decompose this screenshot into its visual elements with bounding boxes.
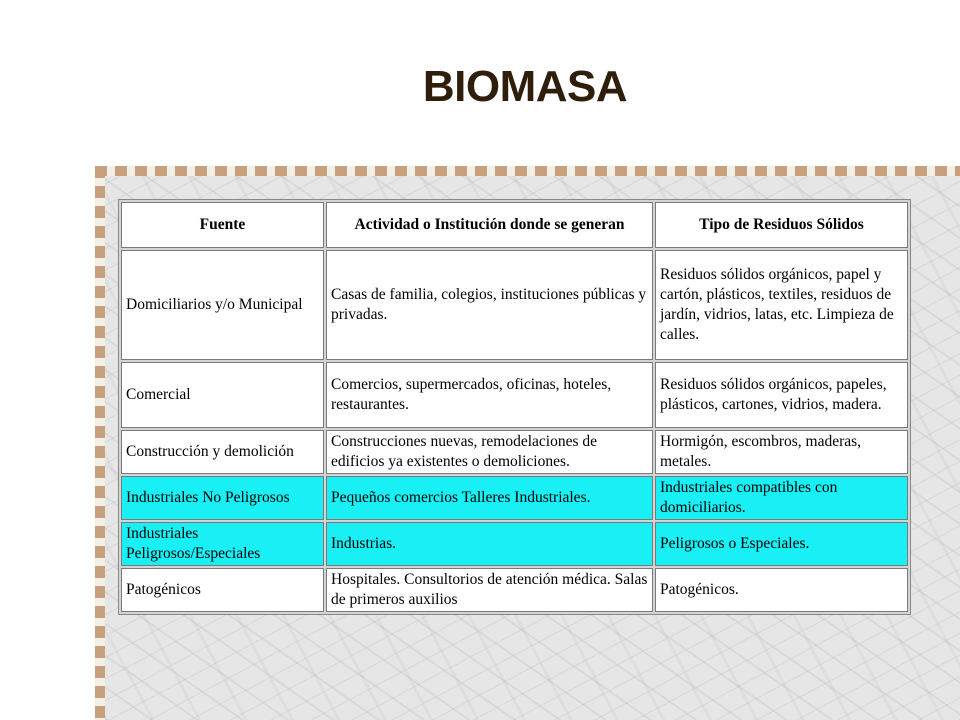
cell-fuente: Construcción y demolición xyxy=(121,430,324,474)
cell-tipo: Patogénicos. xyxy=(655,568,908,612)
cell-tipo: Hormigón, escombros, maderas, metales. xyxy=(655,430,908,474)
table-header-row xyxy=(121,202,908,248)
cell-tipo: Residuos sólidos orgánicos, papeles, plásticos, cartones, vidrios, madera. xyxy=(655,362,908,428)
cell-fuente: Patogénicos xyxy=(121,568,324,612)
table-row xyxy=(121,362,908,428)
cell-actividad: Construcciones nuevas, remodelaciones de edificios ya existentes o demoliciones. xyxy=(326,430,653,474)
header-fuente: Fuente xyxy=(121,202,324,248)
cell-actividad: Pequeños comercios Talleres Industriales. xyxy=(326,476,653,520)
cell-actividad: Hospitales. Consultorios de atención médica. Salas de primeros auxilios xyxy=(326,568,653,612)
table-row-highlighted xyxy=(121,476,908,520)
cell-actividad: Comercios, supermercados, oficinas, hoteles, restaurantes. xyxy=(326,362,653,428)
table-row xyxy=(121,250,908,360)
cell-tipo: Peligrosos o Especiales. xyxy=(655,522,908,566)
table-row-highlighted xyxy=(121,522,908,566)
waste-sources-table xyxy=(118,199,911,615)
slide-title: BIOMASA xyxy=(422,62,628,111)
cell-tipo: Industriales compatibles con domiciliarios. xyxy=(655,476,908,520)
cell-fuente: Domiciliarios y/o Municipal xyxy=(121,250,324,360)
table-row xyxy=(121,568,908,612)
cell-fuente: Industriales No Peligrosos xyxy=(121,476,324,520)
cell-actividad: Industrias. xyxy=(326,522,653,566)
header-tipo: Tipo de Residuos Sólidos xyxy=(655,202,908,248)
frame-side-strip xyxy=(95,166,105,720)
header-actividad: Actividad o Institución donde se generan xyxy=(326,202,653,248)
cell-actividad: Casas de familia, colegios, instituciones públicas y privadas. xyxy=(326,250,653,360)
cell-fuente: Comercial xyxy=(121,362,324,428)
cell-tipo: Residuos sólidos orgánicos, papel y cartón, plásticos, textiles, residuos de jardín, vidrios, latas, etc. Limpieza de calles. xyxy=(655,250,908,360)
cell-fuente: Industriales Peligrosos/Especiales xyxy=(121,522,324,566)
table-row xyxy=(121,430,908,474)
